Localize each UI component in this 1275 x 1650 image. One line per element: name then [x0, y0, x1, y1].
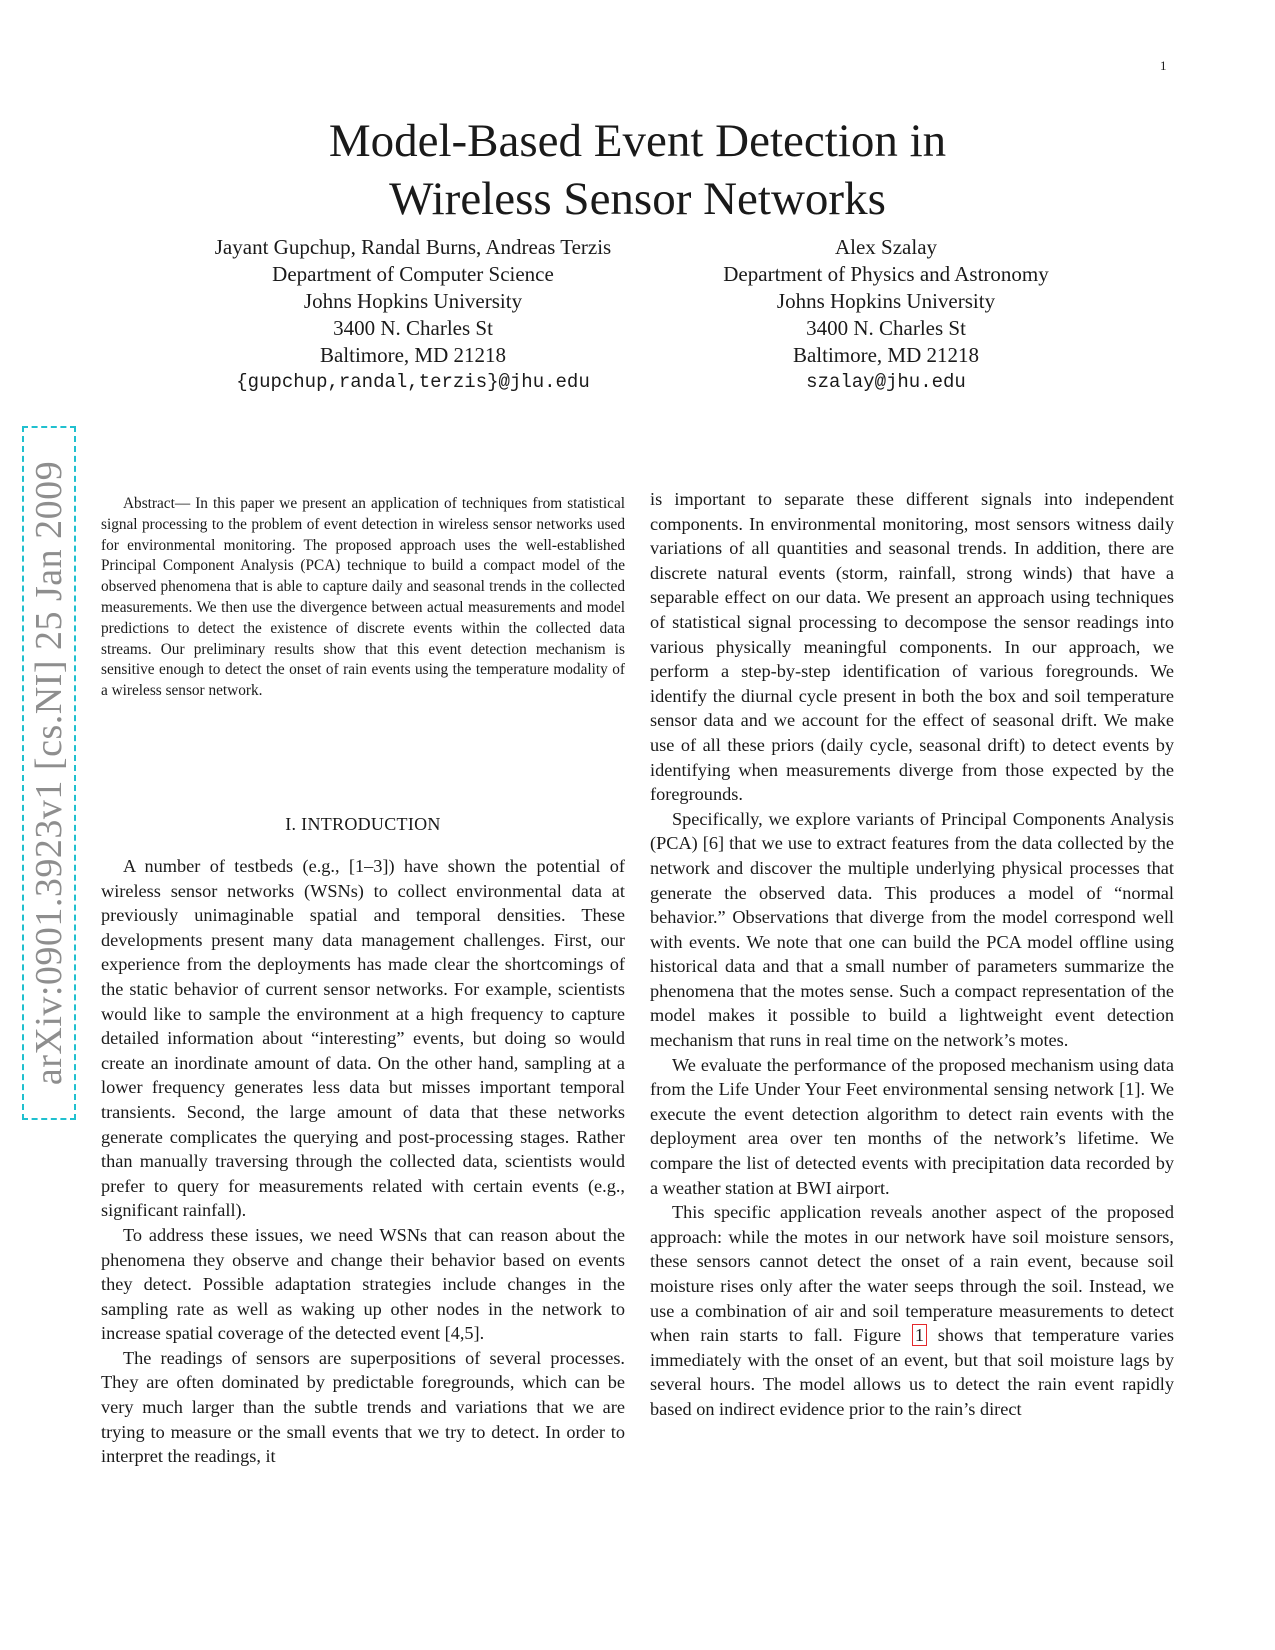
author-email: szalay@jhu.edu [806, 371, 966, 393]
title-line-2: Wireless Sensor Networks [389, 173, 886, 225]
section-heading-introduction: I. INTRODUCTION [285, 814, 441, 834]
author-names: Jayant Gupchup, Randal Burns, Andreas Terzis [214, 235, 612, 259]
author-city: Baltimore, MD 21218 [792, 343, 980, 367]
paragraph: We evaluate the performance of the proposed mechanism using data from the Life Under Your Feet environmental sensing network [1]. We execute the event detection algorithm to detect rain events with the deployment area over ten months of the network’s lifetime. We compare the list of detected events with precipitation data recorded by a weather station at BWI airport. [650, 1054, 1174, 1198]
author-university: Johns Hopkins University [303, 289, 523, 313]
paragraph [650, 1200, 1174, 1421]
figure-reference-link[interactable]: 1 [912, 1324, 927, 1346]
right-column-body [650, 487, 1174, 1422]
page-number: 1 [1160, 58, 1167, 73]
paragraph: The readings of sensors are superpositions of several processes. They are often dominated by predictable foregrounds, which can be very much larger than the subtle trends and variations that we are trying to measure or the small events that we try to detect. In order to interpret the readings, it [101, 1347, 625, 1467]
author-block-right [686, 234, 1086, 396]
author-department: Department of Physics and Astronomy [723, 262, 1049, 286]
author-department: Department of Computer Science [272, 262, 554, 286]
paragraph: A number of testbeds (e.g., [1–3]) have shown the potential of wireless sensor networks (WSNs) to collect environmental data at previously unimaginable spatial and temporal densities. These developments present many data management challenges. First, our experience from the deployments has made clear the shortcomings of the static behavior of current sensor networks. For example, scientists would like to sample the environment at a high frequency to capture detailed information about “interesting” events, but doing so would create an inordinate amount of data. On the other hand, sampling at a lower frequency generates less data but misses important temporal transients. Second, the large amount of data that these networks generate complicates the querying and post-processing stages. Rather than manually traversing through the collected data, scientists would prefer to query for measurements related with certain events (e.g., significant rainfall). [101, 856, 625, 1221]
author-email: {gupchup,randal,terzis}@jhu.edu [236, 371, 590, 393]
arxiv-identifier-stamp[interactable] [22, 426, 76, 1120]
author-city: Baltimore, MD 21218 [319, 343, 507, 367]
paragraph: Specifically, we explore variants of Principal Components Analysis (PCA) [6] that we use to extract features from the data collected by the network and discover the multiple underlying physical processes that generate the observed data. This produces a model of “normal behavior.” Observations that diverge from the model correspond well with events. We note that one can build the PCA model offline using historical data and that a small number of parameters summarize the phenomena that the motes sense. Such a compact representation of the model makes it possible to build a lightweight event detection mechanism that runs in real time on the network’s motes. [650, 808, 1174, 1051]
author-names: Alex Szalay [834, 235, 938, 259]
abstract: Abstract— In this paper we present an application of techniques from statistical signal processing to the problem of event detection in wireless sensor networks used for environmental monitoring. The proposed approach uses the well-established Principal Component Analysis (PCA) technique to build a compact model of the observed phenomena that is able to capture daily and seasonal trends in the collected measurements. We then use the divergence between actual measurements and model predictions to detect the existence of discrete events within the collected data streams. Our preliminary results show that this event detection mechanism is sensitive enough to detect the onset of rain events using the temperature modality of a wireless sensor network. [101, 495, 625, 700]
paragraph: is important to separate these different signals into independent components. In environmental monitoring, most sensors witness daily variations of all quantities and seasonal trends. In addition, there are discrete natural events (storm, rainfall, strong winds) that have a separable effect on our data. We present an approach using techniques of statistical signal processing to decompose the sensor readings into various physically meaningful components. In our approach, we perform a step-by-step identification of various foregrounds. We identify the diurnal cycle present in both the box and soil temperature sensor data and we account for the effect of seasonal drift. We make use of all these priors (daily cycle, seasonal drift) to detect events by identifying when measurements diverge from those expected by the foregrounds. [650, 489, 1174, 805]
title-line-1: Model-Based Event Detection in [328, 115, 947, 167]
arxiv-identifier-text: arXiv:0901.3923v1 [cs.NI] 25 Jan 2009 [28, 460, 70, 1086]
author-street: 3400 N. Charles St [806, 316, 966, 340]
author-street: 3400 N. Charles St [333, 316, 493, 340]
paper-title [0, 112, 1275, 228]
paragraph-text: shows that temperature varies immediately with the onset of an event, but that soil moisture lags by several hours. The model allows us to detect the rain event rapidly based on indirect evidence prior to the rain’s direct [650, 1325, 1174, 1419]
left-column-body [101, 854, 625, 1469]
author-block-left [180, 234, 646, 396]
author-university: Johns Hopkins University [776, 289, 996, 313]
paragraph-text: This specific application reveals another aspect of the proposed approach: while the motes in our network have soil moisture sensors, these sensors cannot detect the onset of a rain event, because soil moisture rises only after the water seeps through the soil. Instead, we use a combination of air and soil temperature measurements to detect when rain starts to fall. Figure [650, 1202, 1174, 1346]
paragraph: To address these issues, we need WSNs that can reason about the phenomena they observe and change their behavior based on events they detect. Possible adaptation strategies include changes in the sampling rate as well as waking up other nodes in the network to increase spatial coverage of the detected event [4,5]. [101, 1224, 625, 1344]
